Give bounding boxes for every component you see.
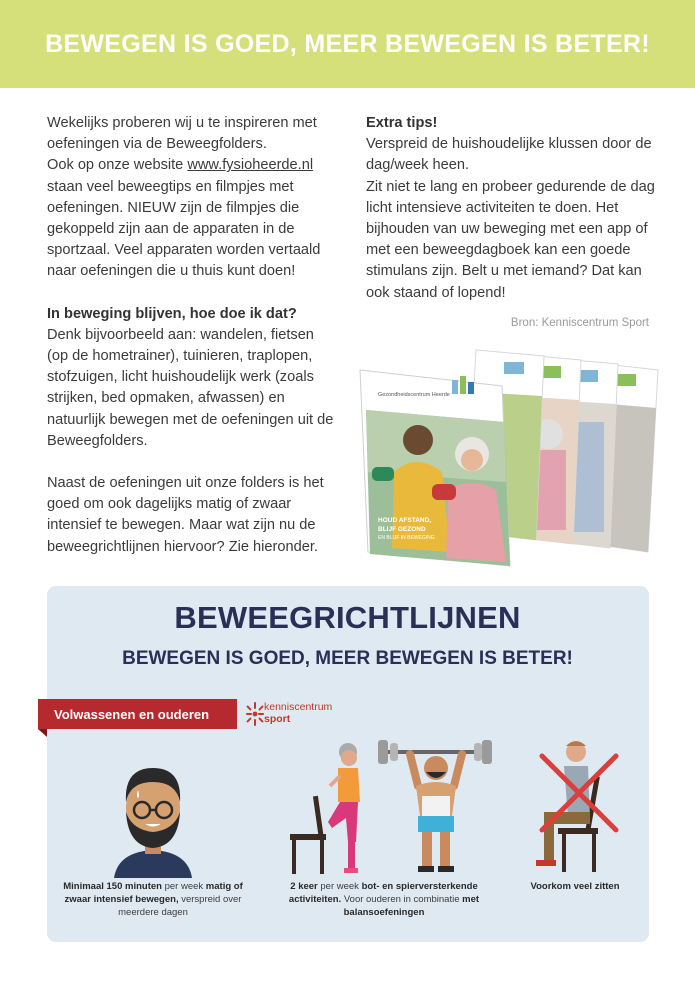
brochure-overlay-2: BLIJF GEZOND	[378, 526, 426, 533]
sitting-man-crossed-illustration	[528, 736, 624, 878]
caption-voorkom-zitten: Voorkom veel zitten	[530, 881, 620, 892]
caption-150-minuten: Minimaal 150 minuten per week matig of zwaar intensief bewegen, verspreid over meerdere dagen	[63, 881, 243, 918]
intro-text-website: Ook op onze website	[47, 157, 188, 174]
ribbon-label: Volwassenen en ouderen	[54, 706, 210, 722]
logo-line-1: kenniscentrum	[264, 701, 333, 713]
section-heading-beweging: In beweging blijven, hoe doe ik dat?	[47, 305, 297, 322]
right-column	[366, 113, 656, 304]
beweging-paragraph: Denk bijvoorbeeld aan: wandelen, fietsen (op de hometrainer), tuinieren, traplopen, stofzuigen, licht huishoudelijk werk (zoals strijken, bed opmaken, afwassen) en natuurlijk bewegen met de oefeningen uit de Beweegfolders.	[47, 326, 334, 449]
audience-ribbon	[38, 699, 237, 729]
source-credit: Bron: Kenniscentrum Sport	[510, 317, 649, 329]
brochure-header-text: Gezondheidscentrum Heerde	[378, 392, 450, 398]
banner-title: BEWEGEN IS GOED, MEER BEWEGEN IS BETER!	[45, 29, 650, 58]
kc-burst-icon	[246, 702, 264, 726]
guidelines-subtitle: BEWEGEN IS GOED, MEER BEWEGEN IS BETER!	[122, 648, 573, 669]
top-banner	[0, 0, 695, 88]
folders-paragraph: Naast de oefeningen uit onze folders is het goed om ook dagelijks matig of zwaar intensief te bewegen. Maar wat zijn nu de beweegrichtlijnen hiervoor? Zie hieronder.	[47, 475, 324, 555]
strength-balance-illustration	[286, 738, 496, 878]
ribbon-fold	[38, 729, 47, 737]
sweating-man-illustration	[108, 760, 198, 878]
website-link[interactable]: www.fysioheerde.nl	[187, 157, 314, 174]
chair-icon	[290, 796, 326, 874]
extra-tips-heading: Extra tips!	[366, 115, 438, 131]
guidelines-title: BEWEEGRICHTLIJNEN	[174, 600, 521, 635]
brochure-overlay-1: HOUD AFSTAND,	[378, 517, 432, 524]
tips-paragraph-2: Zit niet te lang en probeer gedurende de dag licht intensieve activiteiten te doen. Het bijhouden van uw beweging met een app of met een beweegdagboek kan een goede stimulans zijn. Belt u met iemand? Dat kan ook staand of lopend!	[366, 178, 655, 301]
caption-2-keer: 2 keer per week bot- en spierversterkende activiteiten. Voor ouderen in combinatie met balansoefeningen	[288, 881, 480, 918]
tips-paragraph-1: Verspreid de huishoudelijke klussen door de dag/week heen.	[366, 136, 652, 174]
left-column	[47, 113, 337, 558]
brochure-front	[360, 370, 510, 566]
logo-line-2: sport	[264, 713, 291, 725]
beweegfolders-image	[356, 342, 661, 567]
brochure-overlay-3: EN BLIJF IN BEWEGING	[378, 535, 435, 541]
intro-paragraph	[47, 113, 337, 283]
intro-text: Wekelijks proberen wij u te inspireren met oefeningen via de Beweegfolders.	[47, 115, 317, 153]
intro-text-rest: staan veel beweegtips en filmpjes met oefeningen. NIEUW zijn de filmpjes die gekoppeld zijn aan de apparaten in de sportzaal. Veel apparaten worden vertaald naar oefeningen die u thuis kunt doen!	[47, 178, 321, 280]
